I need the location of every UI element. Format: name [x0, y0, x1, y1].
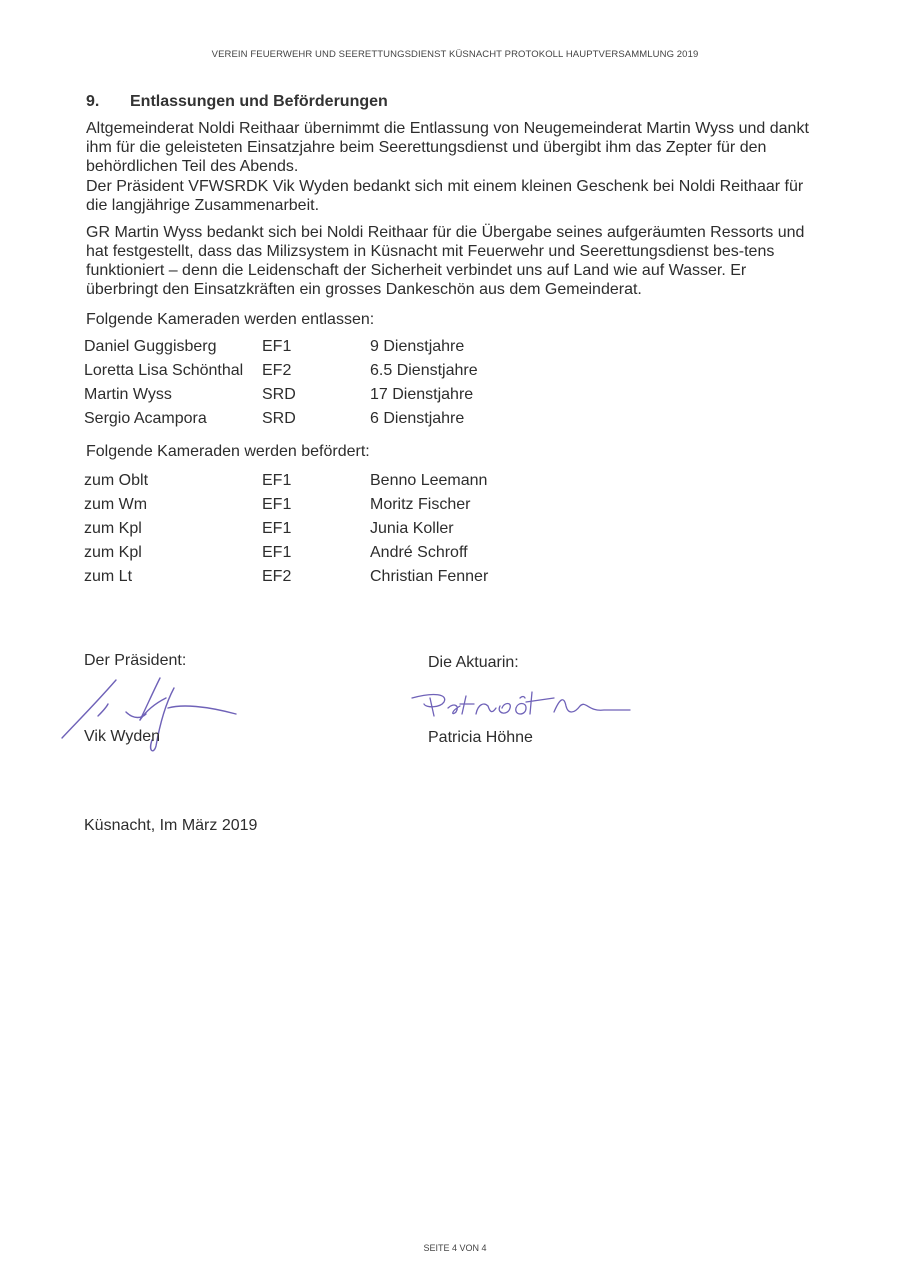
- president-name: Vik Wyden: [84, 728, 161, 745]
- paragraph-thanks-president: Der Präsident VFWSRDK Vik Wyden bedankt sich mit einem kleinen Geschenk bei Noldi Reithaar für die langjährige Zusammenarbeit.: [86, 178, 804, 214]
- cell-name: Sergio Acampora: [84, 410, 207, 427]
- cell-unit: EF2: [262, 362, 292, 379]
- cell-years: 6.5 Dienstjahre: [370, 362, 478, 379]
- cell-unit: EF1: [262, 472, 292, 489]
- dismissed-label: Folgende Kameraden werden entlassen:: [86, 311, 375, 328]
- cell-unit: EF1: [262, 544, 292, 561]
- paragraph-thanks-gr: GR Martin Wyss bedankt sich bei Noldi Reithaar für die Übergabe seines aufgeräumten Ressorts und hat festgestellt, dass das Milizsystem in Küsnacht mit Feuerwehr und Seerettungsdienst bes-tens funktioniert – denn die Leidenschaft der Sicherheit verbindet uns auf Land wie auf Wasser. Er überbringt den Einsatzkräften ein grosses Dankeschön aus dem Gemeinderat.: [86, 224, 805, 298]
- cell-name: Loretta Lisa Schönthal: [84, 362, 244, 379]
- section-heading: [86, 93, 388, 111]
- section-number: 9.: [86, 93, 100, 110]
- document-header: VEREIN FEUERWEHR UND SEERETTUNGSDIENST KÜSNACHT PROTOKOLL HAUPTVERSAMMLUNG 2019: [211, 49, 699, 60]
- cell-rank: zum Lt: [84, 568, 133, 585]
- page-number: SEITE 4 VON 4: [423, 1243, 487, 1253]
- promoted-label: Folgende Kameraden werden befördert:: [86, 443, 370, 460]
- cell-name: André Schroff: [370, 544, 468, 561]
- cell-name: Daniel Guggisberg: [84, 338, 217, 355]
- secretary-name: Patricia Höhne: [428, 729, 533, 746]
- cell-name: Martin Wyss: [84, 386, 172, 403]
- cell-rank: zum Wm: [84, 496, 148, 513]
- cell-unit: SRD: [262, 386, 296, 403]
- cell-years: 9 Dienstjahre: [370, 338, 465, 355]
- cell-name: Benno Leemann: [370, 472, 488, 489]
- cell-unit: EF1: [262, 496, 292, 513]
- cell-rank: zum Kpl: [84, 544, 142, 561]
- cell-name: Christian Fenner: [370, 568, 489, 585]
- cell-name: Moritz Fischer: [370, 496, 471, 513]
- cell-name: Junia Koller: [370, 520, 454, 537]
- place-date: Küsnacht, Im März 2019: [84, 817, 258, 834]
- cell-unit: EF2: [262, 568, 292, 585]
- secretary-role: Die Aktuarin:: [428, 654, 519, 671]
- cell-years: 6 Dienstjahre: [370, 410, 465, 427]
- secretary-signature: [404, 684, 634, 724]
- paragraph-handover: Altgemeinderat Noldi Reithaar übernimmt die Entlassung von Neugemeinderat Martin Wyss und dankt ihm für die geleisteten Einsatzjahre beim Seerettungsdienst und übergibt ihm das Zepter für den behördlichen Teil des Abends.: [86, 120, 809, 175]
- cell-unit: EF1: [262, 338, 292, 355]
- president-role: Der Präsident:: [84, 652, 187, 669]
- cell-rank: zum Oblt: [84, 472, 149, 489]
- cell-years: 17 Dienstjahre: [370, 386, 474, 403]
- cell-unit: EF1: [262, 520, 292, 537]
- section-title: Entlassungen und Beförderungen: [130, 93, 388, 110]
- cell-unit: SRD: [262, 410, 296, 427]
- cell-rank: zum Kpl: [84, 520, 142, 537]
